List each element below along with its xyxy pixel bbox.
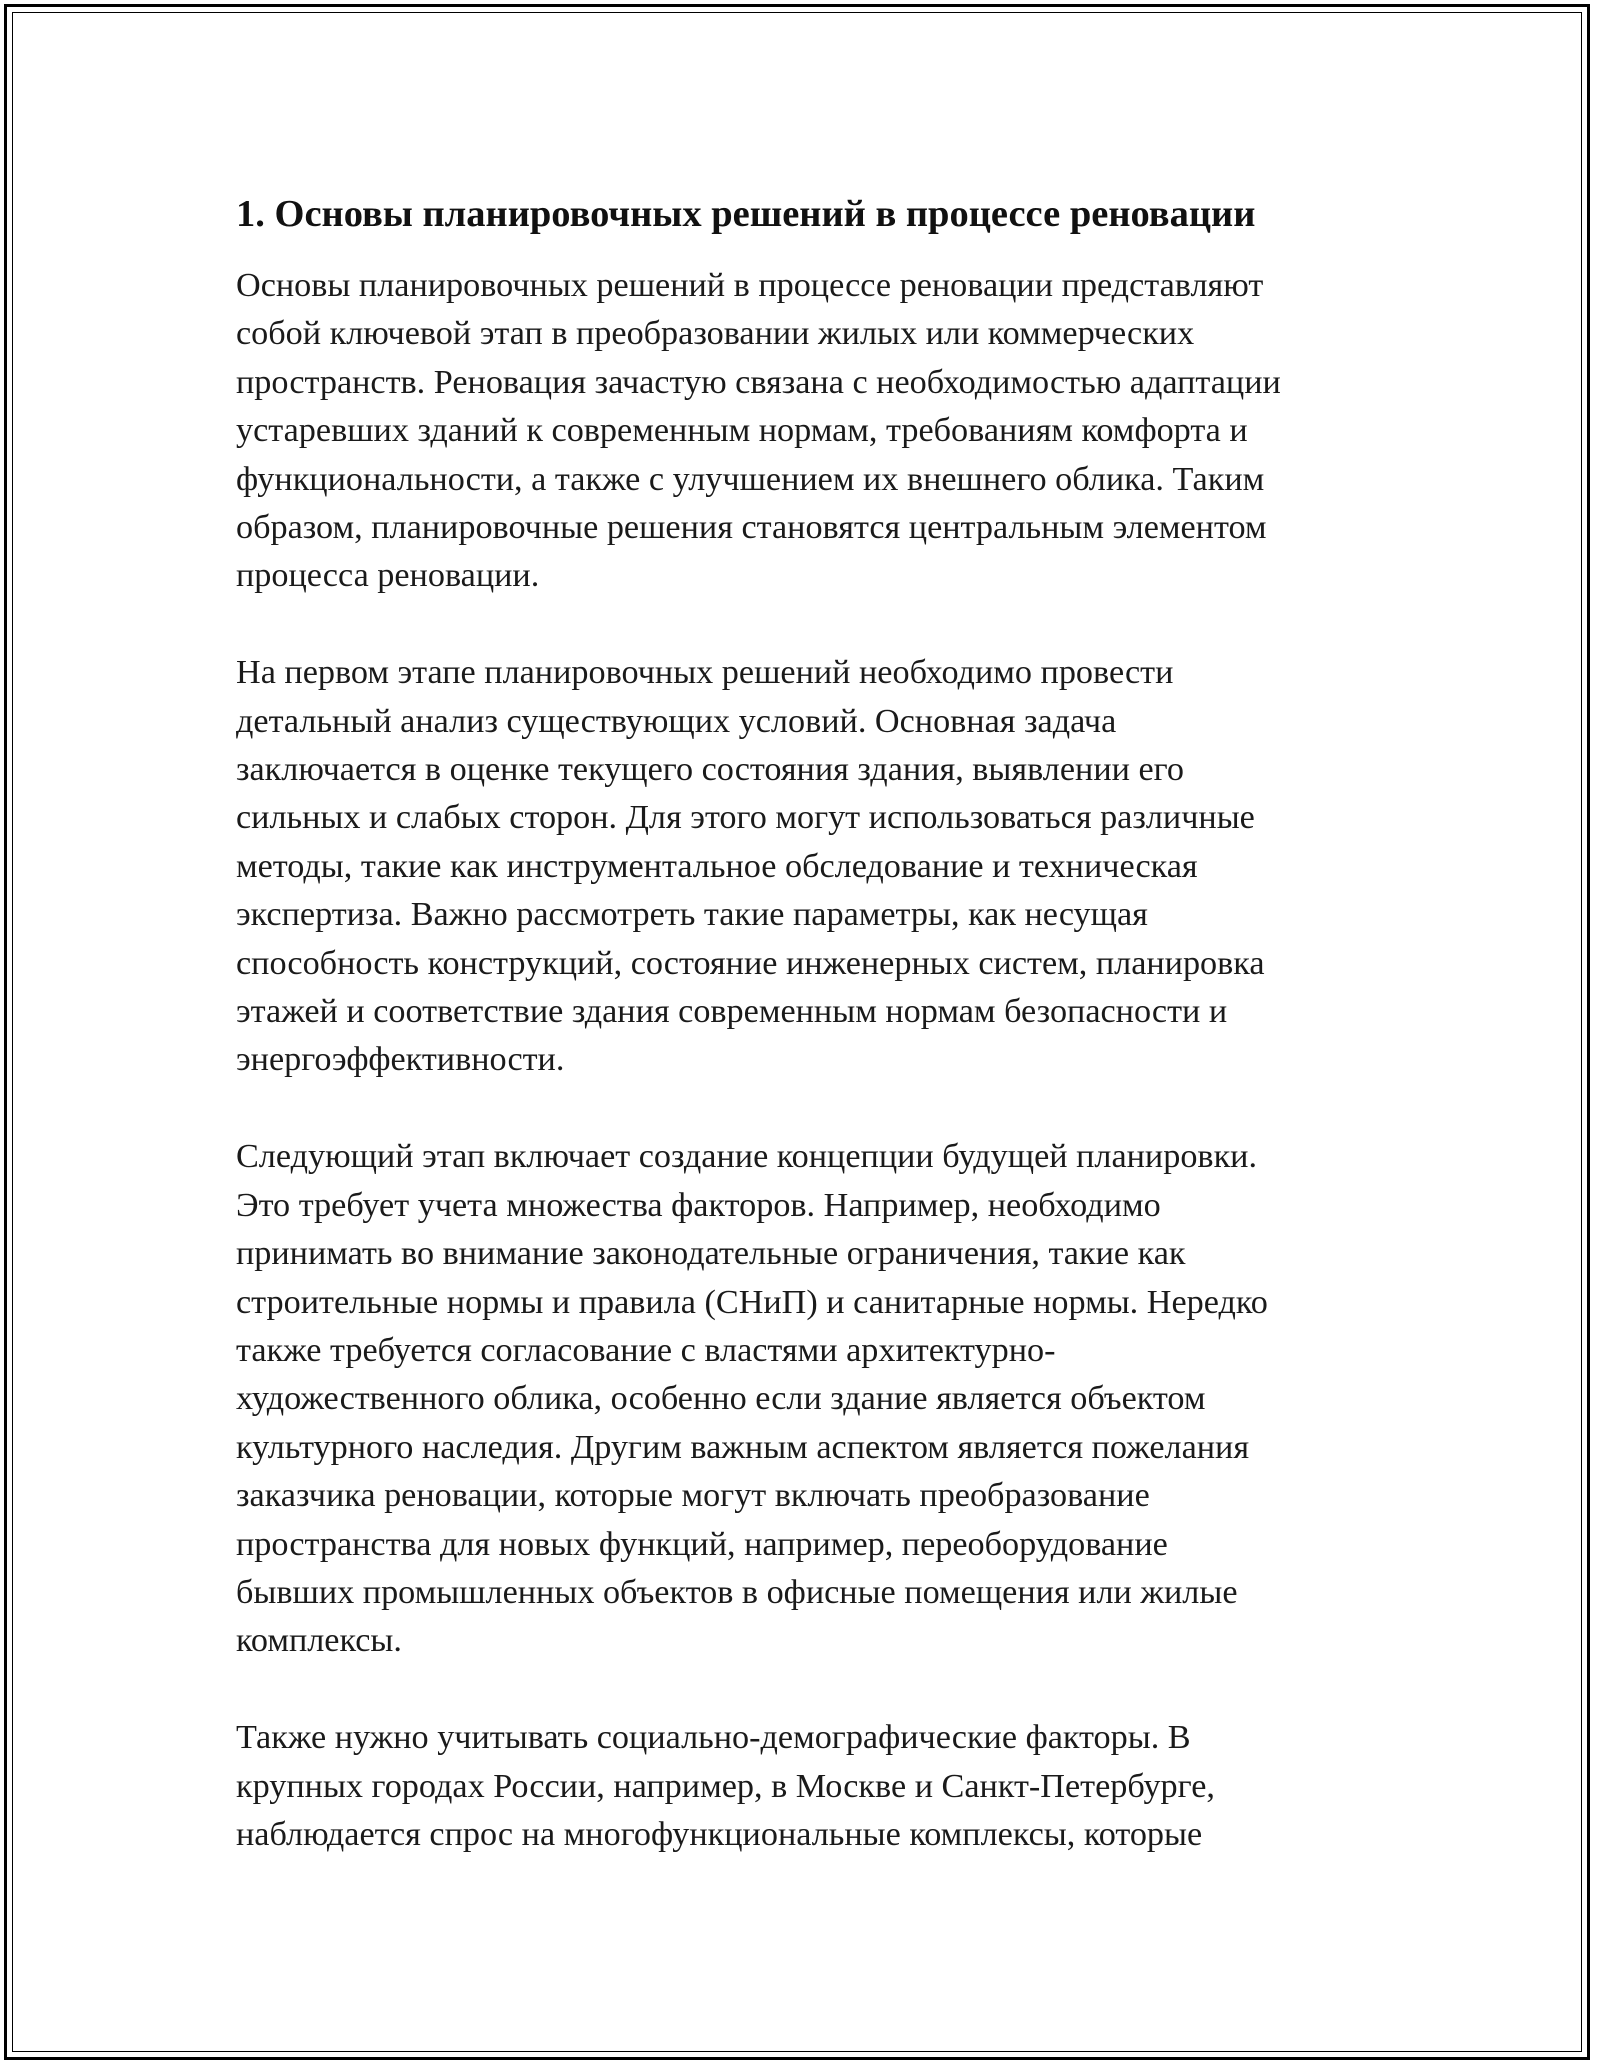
text-line: методы, такие как инструментальное обследование и техническая [236,847,1198,885]
text-line: экспертиза. Важно рассмотреть такие параметры, как несущая [236,896,1148,934]
text-line: этажей и соответствие здания современным нормам безопасности и [236,993,1228,1031]
text-line: собой ключевой этап в преобразовании жилых или коммерческих [236,315,1195,353]
document-body [236,188,1386,1908]
paragraph-1 [236,262,1386,601]
text-line: функциональности, а также с улучшением их внешнего облика. Таким [236,460,1265,498]
text-line: сильных и слабых сторон. Для этого могут использоваться различные [236,799,1255,837]
text-line: строительные нормы и правила (СНиП) и санитарные нормы. Нередко [236,1283,1268,1321]
paragraphs-container [236,262,1386,1859]
paragraph-2 [236,649,1386,1085]
text-line: Следующий этап включает создание концепции будущей планировки. [236,1138,1258,1176]
text-line: также требуется согласование с властями архитектурно- [236,1331,1056,1369]
text-line: пространства для новых функций, например, переоборудование [236,1525,1168,1563]
text-line: устаревших зданий к современным нормам, требованиям комфорта и [236,412,1248,450]
text-line: пространств. Реновация зачастую связана с необходимостью адаптации [236,363,1281,401]
text-line: энергоэффективности. [236,1041,565,1079]
text-line: культурного наследия. Другим важным аспектом является пожелания [236,1428,1250,1466]
text-line: способность конструкций, состояние инженерных систем, планировка [236,944,1265,982]
paragraph-3 [236,1133,1386,1665]
text-line: заключается в оценке текущего состояния здания, выявлении его [236,751,1184,789]
text-line: Также нужно учитывать социально-демографические факторы. В [236,1719,1191,1757]
text-line: процесса реновации. [236,557,540,595]
text-line: детальный анализ существующих условий. Основная задача [236,702,1117,740]
text-line: заказчика реновации, которые могут включать преобразование [236,1477,1150,1515]
text-line: образом, планировочные решения становятся центральным элементом [236,509,1267,547]
text-line: наблюдается спрос на многофункциональные комплексы, которые [236,1815,1203,1853]
text-line: художественного облика, особенно если здание является объектом [236,1380,1206,1418]
text-line: принимать во внимание законодательные ограничения, такие как [236,1235,1186,1273]
text-line: Основы планировочных решений в процессе реновации представляют [236,267,1264,304]
text-line: Это требует учета множества факторов. Например, необходимо [236,1186,1161,1224]
text-line: бывших промышленных объектов в офисные помещения или жилые [236,1573,1238,1611]
text-line: крупных городах России, например, в Москве и Санкт-Петербурге, [236,1767,1215,1805]
text-line: На первом этапе планировочных решений необходимо провести [236,654,1174,692]
paragraph-4 [236,1714,1386,1859]
section-heading: 1. Основы планировочных решений в процессе реновации [236,193,1256,235]
text-line: комплексы. [236,1622,402,1660]
